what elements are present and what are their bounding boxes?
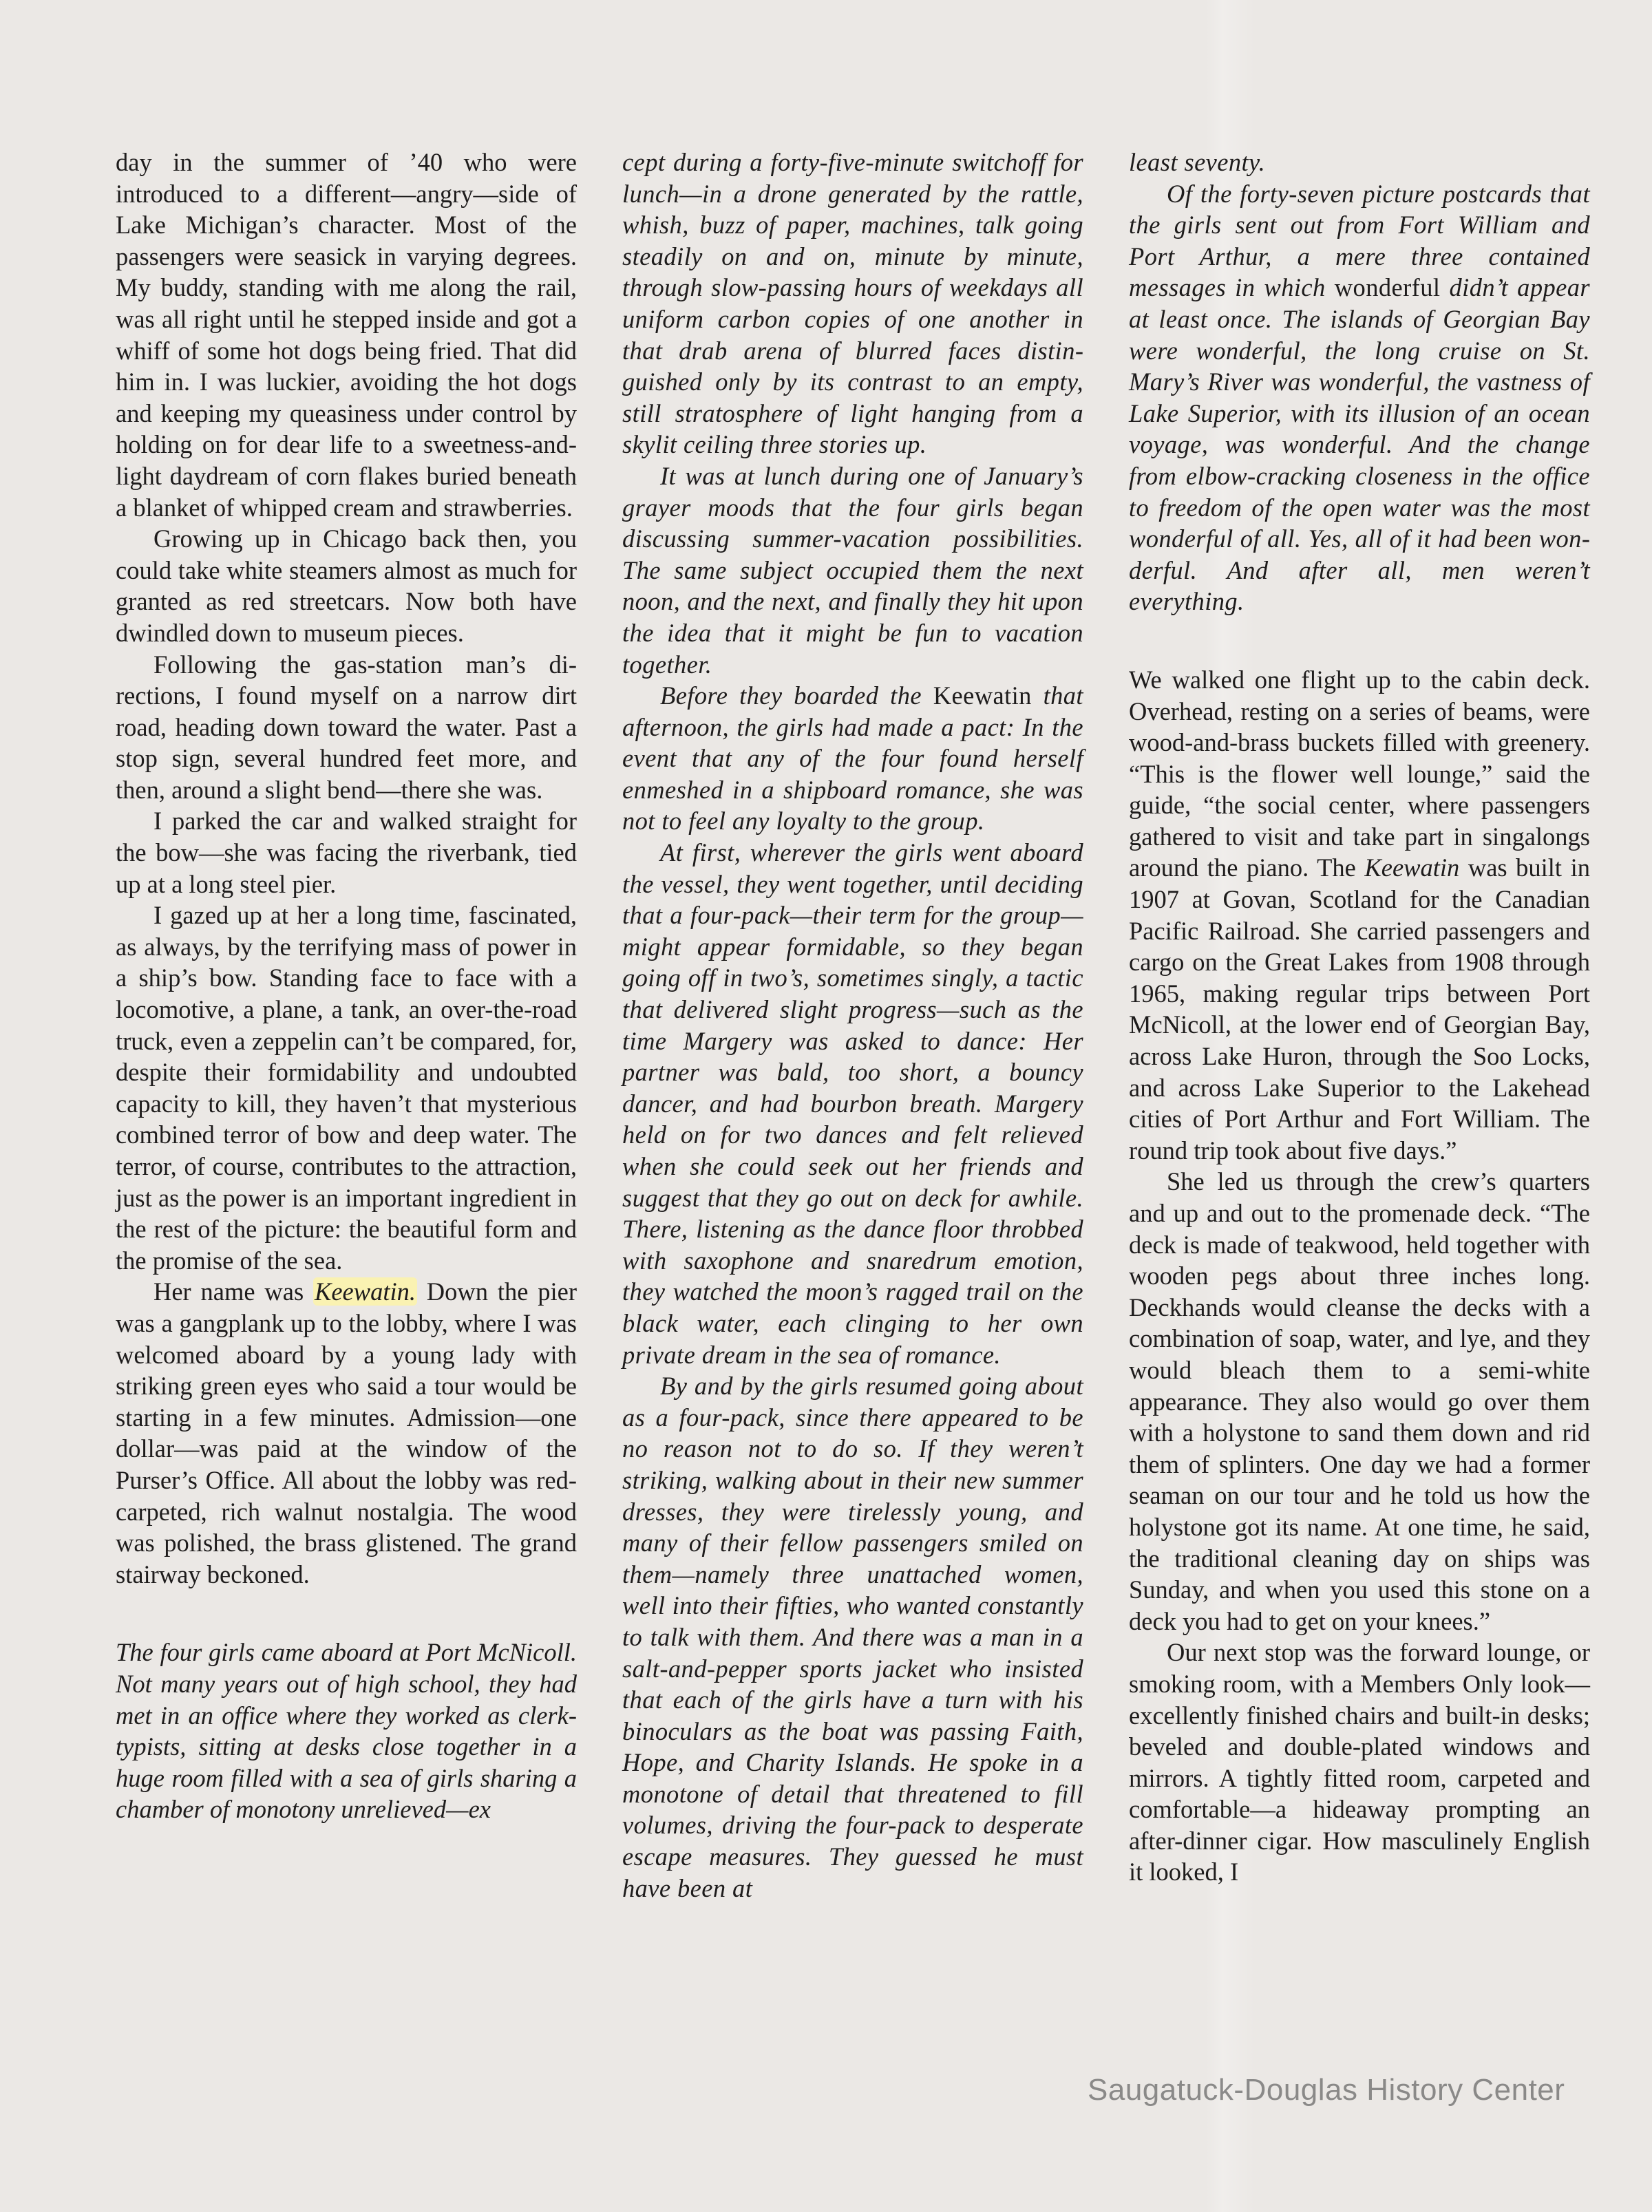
paragraph: She led us through the crew’s quarters and up and out to the promenade deck. “The deck is made of teakwood, held together with wooden pegs about three inches long. Deckhands would cleanse the decks with a combination of soap, water, and lye, and they would bleach them to a semi-white appearance. They also would go over them with a holystone to sand them down and rid them of splinters. One day we had a former seaman on our tour and he told us how the holystone got its name. At one time, he said, the traditional cleaning day on ships was Sunday, and when you used this stone on a deck you had to get on your knees.”	[1129, 1167, 1590, 1635]
paragraph: I parked the car and walked straight for the bow—she was facing the riverbank, tied up at a long steel pier.	[116, 807, 577, 898]
ship-name: Keewatin	[1364, 853, 1460, 882]
ship-name: Keewatin	[933, 681, 1032, 710]
paragraph: least seventy.	[1129, 148, 1266, 176]
text-column-1	[116, 147, 577, 1825]
italic-section	[1129, 147, 1590, 617]
paragraph: day in the summer of ’40 who were introduced to a different—angry—side of Lake Michigan’s character. Most of the passengers were seasick in varying degrees. My buddy, standing with me along the rail, was all right until he stepped inside and got a whiff of some hot dogs being fried. That did him in. I was luckier, avoiding the hot dogs and keeping my queasiness under control by holding on for dear life to a sweetness-and-light daydream of corn flakes buried beneath a blanket of whipped cream and strawberries.	[116, 148, 577, 522]
paragraph-text: that afternoon, the girls had made a pact: In the event that any of the four found herself enmeshed in a shipboard romance, she was not to feel any loyalty to the group.	[622, 681, 1083, 836]
paragraph	[622, 680, 1083, 837]
section-break	[116, 1590, 577, 1637]
paragraph: cept during a forty-five-minute switchoff for lunch—in a drone generated by the rattle, whish, buzz of paper, machines, talk going steadily on and on, minute by minute, through slow-passing hours of weekdays all uniform carbon copies of one another in that drab arena of blurred faces distinguished only by its contrast to an empty, still stratosphere of light hanging from a skylit ceiling three stories up.	[622, 148, 1083, 459]
paragraph: By and by the girls resumed going about as a four-pack, since there appeared to be no reason not to do so. If they weren’t striking, walking about in their new summer dresses, they were tirelessly young, and many of their fellow passengers smiled on them—namely three unattached women, well into their fifties, who wanted constantly to talk with them. And there was a man in a salt-and-pepper sports jacket who insisted that each of the girls have a turn with his binoculars as the boat was passing Faith, Hope, and Charity Islands. He spoke in a monotone of detail that threatened to fill volumes, driving the four-pack to desperate escape measures. They guessed he must have been at	[622, 1372, 1083, 1902]
paragraph: It was at lunch during one of January’s grayer moods that the four girls began discussing summer-vacation possibilities. The same subject occupied them the next noon, and the next, and finally they hit upon the idea that it might be fun to vacation together.	[622, 461, 1083, 679]
paragraph-text: We walked one flight up to the cabin deck. Overhead, resting on a series of beams, were wood-and-brass buckets filled with greenery. “This is the flower well lounge,” said the guide, “the social center, where passengers gathered to visit and take part in singalongs around the piano. The	[1129, 665, 1590, 882]
paragraph-text: was built in 1907 at Govan, Scotland for the Canadian Pacific Railroad. She carried passengers and cargo on the Great Lakes from 1908 through 1965, making regular trips between Port McNicoll, at the lower end of Georgian Bay, across Lake Huron, through the Soo Locks, and across Lake Superior to the Lakehead cities of Port Arthur and Fort William. The round trip took about five days.”	[1129, 853, 1591, 1165]
paragraph-italic-narrative: The four girls came aboard at Port McNicoll. Not many years out of high school, they had met in an office where they worked as clerk-typists, sitting at desks close together in a huge room filled with a sea of girls sharing a chamber of monotony unrelieved—ex	[116, 1638, 577, 1824]
paragraph	[1129, 178, 1590, 617]
emphasized-word: wonderful	[1334, 273, 1441, 302]
text-column-3	[1129, 147, 1590, 1888]
paragraph	[1129, 664, 1590, 1167]
watermark: Saugatuck-Douglas History Center	[1088, 2073, 1565, 2107]
paragraph: Our next stop was the forward lounge, or smoking room, with a Members Only look—excellently finished chairs and built-in desks; beveled and double-plated windows and mirrors. A tightly fitted room, carpeted and comfortable—a hideaway prompting an after-dinner cigar. How masculinely English it looked, I	[1129, 1638, 1590, 1886]
paragraph-text: Of the forty-seven picture postcards that the girls sent out from Fort William and Port Arthur, a mere three contained messages in which	[1129, 179, 1590, 302]
paragraph-text: didn’t appear at least once. The islands of Georgian Bay were wonderful, the long cruise on St. Mary’s River was wonderful, the vastness of Lake Superior, with its illusion of an ocean voyage, was wonderful. And the change from elbow-cracking closeness in the office to freedom of the open water was the most wonderful of all. Yes, all of it had been wonderful. And after all, men weren’t everything.	[1129, 273, 1590, 616]
text-column-2	[622, 147, 1083, 1904]
paragraph-text: Down the pier was a gangplank up to the lobby, where I was welcomed aboard by a young lady with striking green eyes who said a tour would be starting in a few minutes. Admission—one dollar—was paid at the window of the Purser’s Office. All about the lobby was red-carpeted, rich walnut nostalgia. The wood was polished, the brass glistened. The grand stairway beckoned.	[116, 1277, 577, 1588]
paragraph: At first, wherever the girls went aboard the vessel, they went together, until deciding that a four-pack—their term for the group—might appear formidable, so they began going off in two’s, sometimes singly, a tactic that delivered slight progress—such as the time Margery was asked to dance: Her partner was bald, too short, a bouncy dancer, and had bourbon breath. Margery held on for two dances and felt relieved when she could seek out her friends and suggest that they go out on deck for awhile. There, listening as the dance floor throbbed with saxophone and snaredrum emotion, they watched the moon’s ragged trail on the black water, each clinging to her own private dream in the sea of romance.	[622, 838, 1083, 1369]
highlighted-ship-name: Keewatin.	[314, 1277, 416, 1306]
paragraph: Growing up in Chicago back then, you could take white steamers almost as much for granted as red streetcars. Now both have dwindled down to museum pieces.	[116, 524, 577, 647]
paragraph	[116, 1276, 577, 1590]
paragraph: Following the gas-station man’s directions, I found myself on a narrow dirt road, heading down toward the water. Past a stop sign, several hundred feet more, and then, around a slight bend—there she was.	[116, 650, 577, 804]
section-break	[1129, 617, 1590, 664]
paragraph: I gazed up at her a long time, fascinated, as always, by the terrifying mass of power in a ship’s bow. Standing face to face with a locomotive, a plane, a tank, an over-the-road truck, even a zeppelin can’t be compared, for, despite their formidability and undoubted capacity to kill, they haven’t that mysterious combined terror of bow and deep water. The terror, of course, contributes to the attraction, just as the power is an important ingredient in the rest of the picture: the beautiful form and the promise of the sea.	[116, 901, 577, 1275]
paragraph-text: Her name was	[153, 1277, 313, 1306]
paragraph-text: Before they boarded the	[660, 681, 933, 710]
